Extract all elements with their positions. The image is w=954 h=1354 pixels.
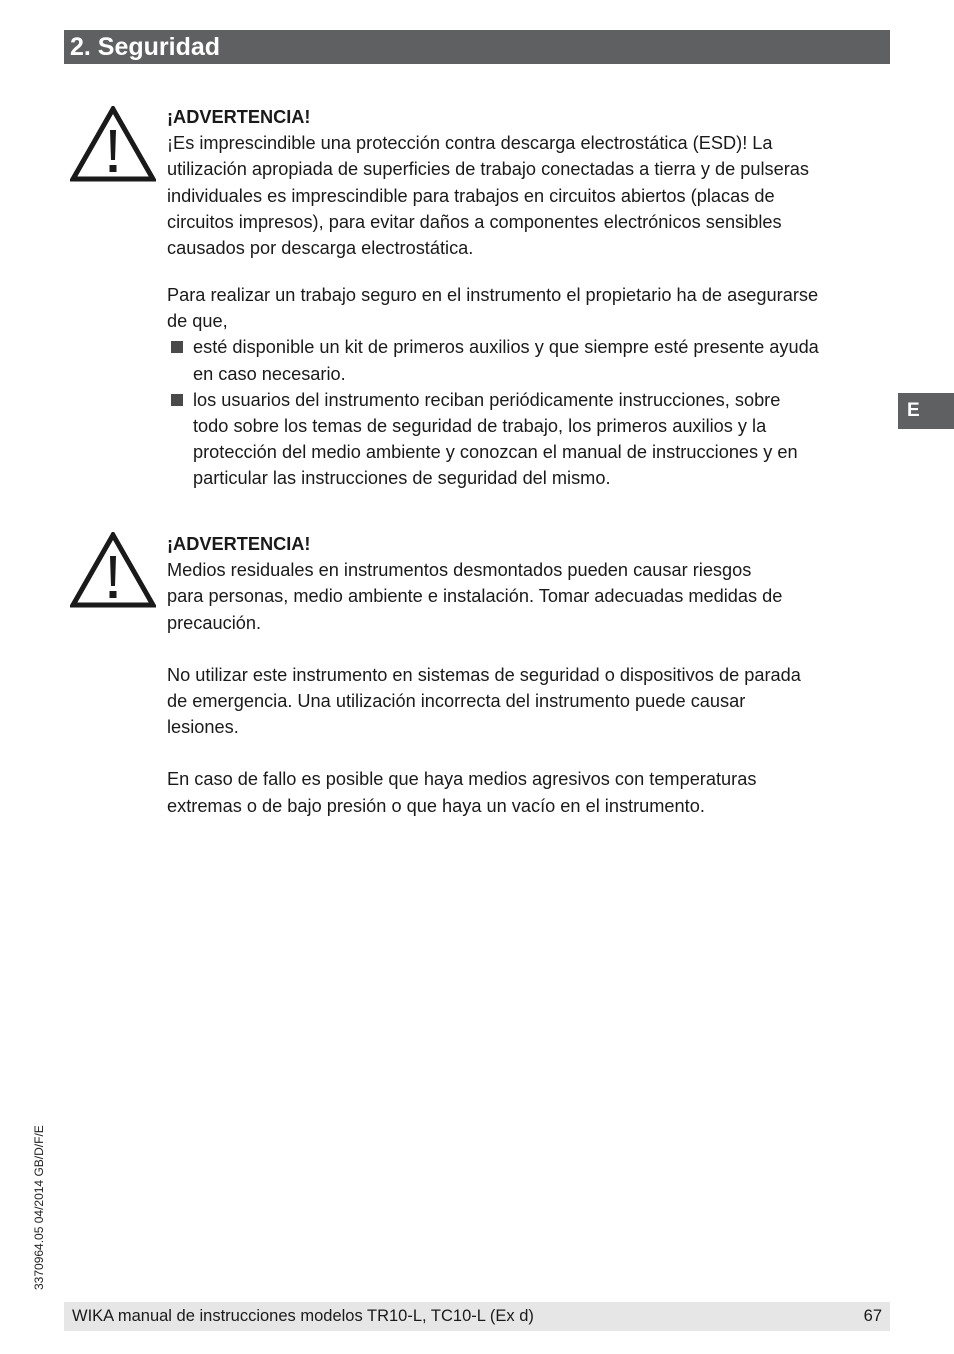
warning-text-line: utilización apropiada de superficies de trabajo conectadas a tierra y de pulseras — [167, 159, 809, 180]
bullet-list — [167, 334, 897, 491]
warning-text-line: Medios residuales en instrumentos desmontados pueden causar riesgos — [167, 560, 752, 581]
footer-text: WIKA manual de instrucciones modelos TR10-L, TC10-L (Ex d) — [72, 1307, 534, 1325]
bullet-line: esté disponible un kit de primeros auxilios y que siempre esté presente ayuda — [193, 337, 819, 358]
document-code: 3370964.05 04/2014 GB/D/F/E — [32, 1125, 46, 1290]
warning-text-line: circuitos impresos), para evitar daños a componentes electrónicos sensibles — [167, 211, 782, 232]
page-footer — [64, 1302, 890, 1331]
warning-triangle-icon — [70, 532, 156, 608]
warning-text-line: precaución. — [167, 612, 262, 633]
page-title: 2. Seguridad — [70, 33, 221, 61]
page-number: 67 — [863, 1307, 882, 1325]
warning-text-line: ¡Es imprescindible una protección contra descarga electrostática (ESD)! La — [167, 133, 773, 154]
warning-text-line: No utilizar este instrumento en sistemas de seguridad o dispositivos de parada — [167, 664, 801, 685]
owner-obligations — [167, 282, 897, 492]
section-header — [64, 30, 890, 64]
warning-text-line: individuales es imprescindible para trabajos en circuitos abiertos (placas de — [167, 185, 775, 206]
warning-text-line: causados por descarga electrostática. — [167, 238, 474, 259]
intro-line: Para realizar un trabajo seguro en el instrumento el propietario ha de asegurarse — [167, 285, 819, 305]
warning-block-residual-media — [167, 531, 897, 819]
warning-text-line: extremas o de bajo presión o que haya un vacío en el instrumento. — [167, 795, 705, 816]
bullet-line: particular las instrucciones de seguridad del mismo. — [193, 468, 611, 489]
language-tab: E — [898, 393, 954, 429]
warning-text-line: de emergencia. Una utilización incorrecta del instrumento puede causar — [167, 691, 746, 712]
warning-block-esd — [167, 104, 897, 261]
intro-line: de que, — [167, 311, 228, 332]
bullet-item — [167, 334, 897, 386]
bullet-item — [167, 387, 897, 492]
warning-text-line: En caso de fallo es posible que haya medios agresivos con temperaturas — [167, 769, 757, 790]
bullet-line: protección del medio ambiente y conozcan el manual de instrucciones y en — [193, 442, 798, 463]
square-bullet-icon — [171, 394, 183, 406]
bullet-line: en caso necesario. — [193, 363, 346, 384]
bullet-line: todo sobre los temas de seguridad de trabajo, los primeros auxilios y la — [193, 416, 767, 437]
warning-text-line: lesiones. — [167, 717, 239, 738]
warning-title: ¡ADVERTENCIA! — [167, 534, 311, 554]
warning-triangle-icon — [70, 106, 156, 182]
square-bullet-icon — [171, 341, 183, 353]
warning-title: ¡ADVERTENCIA! — [167, 107, 311, 127]
bullet-line: los usuarios del instrumento reciban periódicamente instrucciones, sobre — [193, 389, 781, 410]
warning-text-line: para personas, medio ambiente e instalación. Tomar adecuadas medidas de — [167, 586, 783, 607]
